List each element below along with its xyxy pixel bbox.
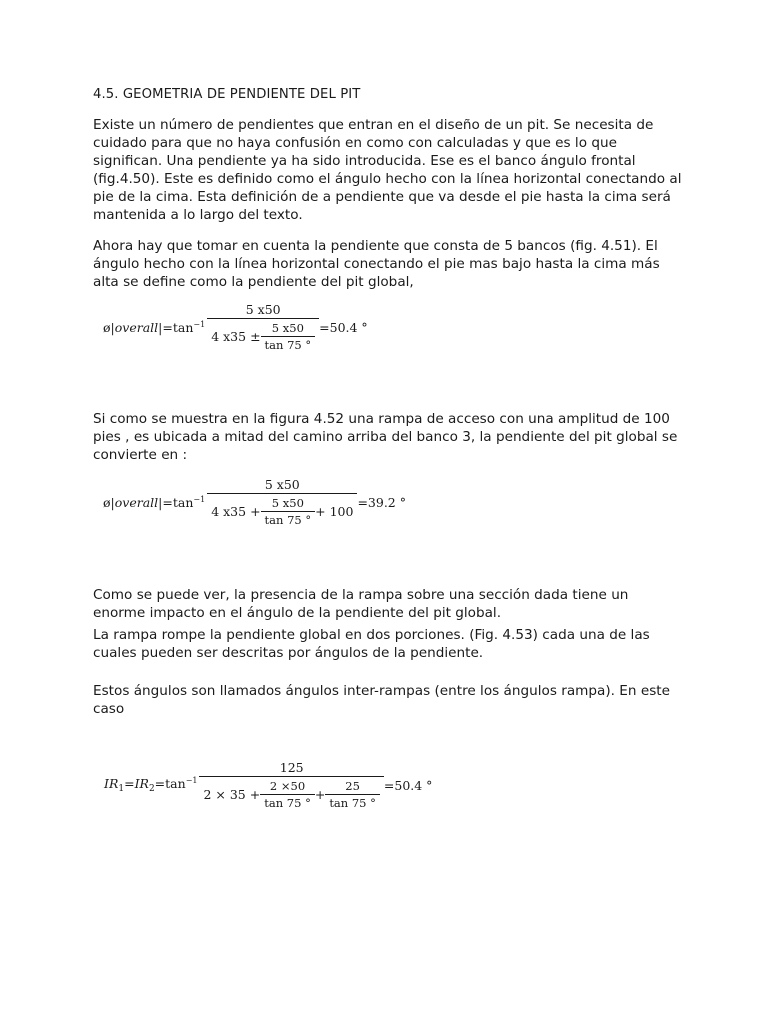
eq3-result: =50.4 ° [383,777,433,793]
eq3-fraction [199,760,383,810]
eq3-denominator: 2 × 35 + $\frac{2 \times 50}{\tan 75 ^\circ}$ + $\frac{25}{\tan 75 ^\circ}$ [199,776,383,810]
eq3-inner-fraction-1: $\frac{2 \times 50}{\tan 75 ^\circ}$ [260,779,315,810]
eq2-numerator: 5 x50 [264,477,300,492]
eq2-result: =39.2 ° [357,494,406,510]
equation-inter-ramp [104,760,432,810]
eq2-denominator: 4 x35 + $\frac{5 x50}{\tan 75 ^\circ}$ + 100 [207,493,357,527]
paragraph-slope-definitions: Existe un número de pendientes que entran en el diseño de un pit. Se necesita de cuidado para que no haya confusión en como con calculadas y que es lo que significan. Una pendiente ya ha sido introducida. Ese es el banco ángulo frontal (fig.4.50). Este es definido como el ángulo hecho con la línea horizontal conectando al pie de la cima. Esta definición de a pendiente que va desde el pie hasta la cima será mantenida a lo largo del texto. [93,117,682,223]
eq1-numerator: 5 x50 [245,302,281,317]
eq1-lhs: $ø|overall|=\tan^{-1}$ [103,319,206,335]
eq2-fraction [207,477,357,527]
eq2-lhs: $ø|overall|=\tan^{-1}$ [103,494,206,510]
eq1-inner-fraction: $\frac{5 x50}{\tan 75 ^\circ}$ [261,321,316,352]
paragraph-access-ramp: Si como se muestra en la figura 4.52 una rampa de acceso con una amplitud de 100 pies , es ubicada a mitad del camino arriba del banco 3, la pendiente del pit global se convierte en : [93,411,678,463]
equation-overall-slope-1 [103,302,368,352]
equation-overall-slope-2 [103,477,406,527]
eq1-denominator: 4 x35 ± $\frac{5 x50}{\tan 75 ^\circ}$ [207,318,319,352]
eq3-lhs: $IR_1=IR_2=\tan^{-1}$ [104,776,198,794]
eq3-inner-fraction-2: $\frac{25}{\tan 75 ^\circ}$ [325,779,380,810]
eq3-numerator: 125 [279,760,304,775]
eq1-result: =50.4 ° [319,319,368,335]
eq2-inner-fraction: $\frac{5 x50}{\tan 75 ^\circ}$ [261,496,316,527]
paragraph-five-benches: Ahora hay que tomar en cuenta la pendiente que consta de 5 bancos (fig. 4.51). El ángulo hecho con la línea horizontal conectando el pie mas bajo hasta la cima más alta se define como la pendiente del pit global, [93,238,660,290]
paragraph-inter-ramp-angles: Estos ángulos son llamados ángulos inter-rampas (entre los ángulos rampa). En este caso [93,683,670,717]
section-heading: 4.5. GEOMETRIA DE PENDIENTE DEL PIT [93,87,361,102]
paragraph-ramp-impact: Como se puede ver, la presencia de la rampa sobre una sección dada tiene un enorme impacto en el ángulo de la pendiente del pit global. [93,587,629,621]
paragraph-two-portions: La rampa rompe la pendiente global en dos porciones. (Fig. 4.53) cada una de las cuales pueden ser descritas por ángulos de la pendiente. [93,627,650,661]
eq1-fraction [207,302,319,352]
